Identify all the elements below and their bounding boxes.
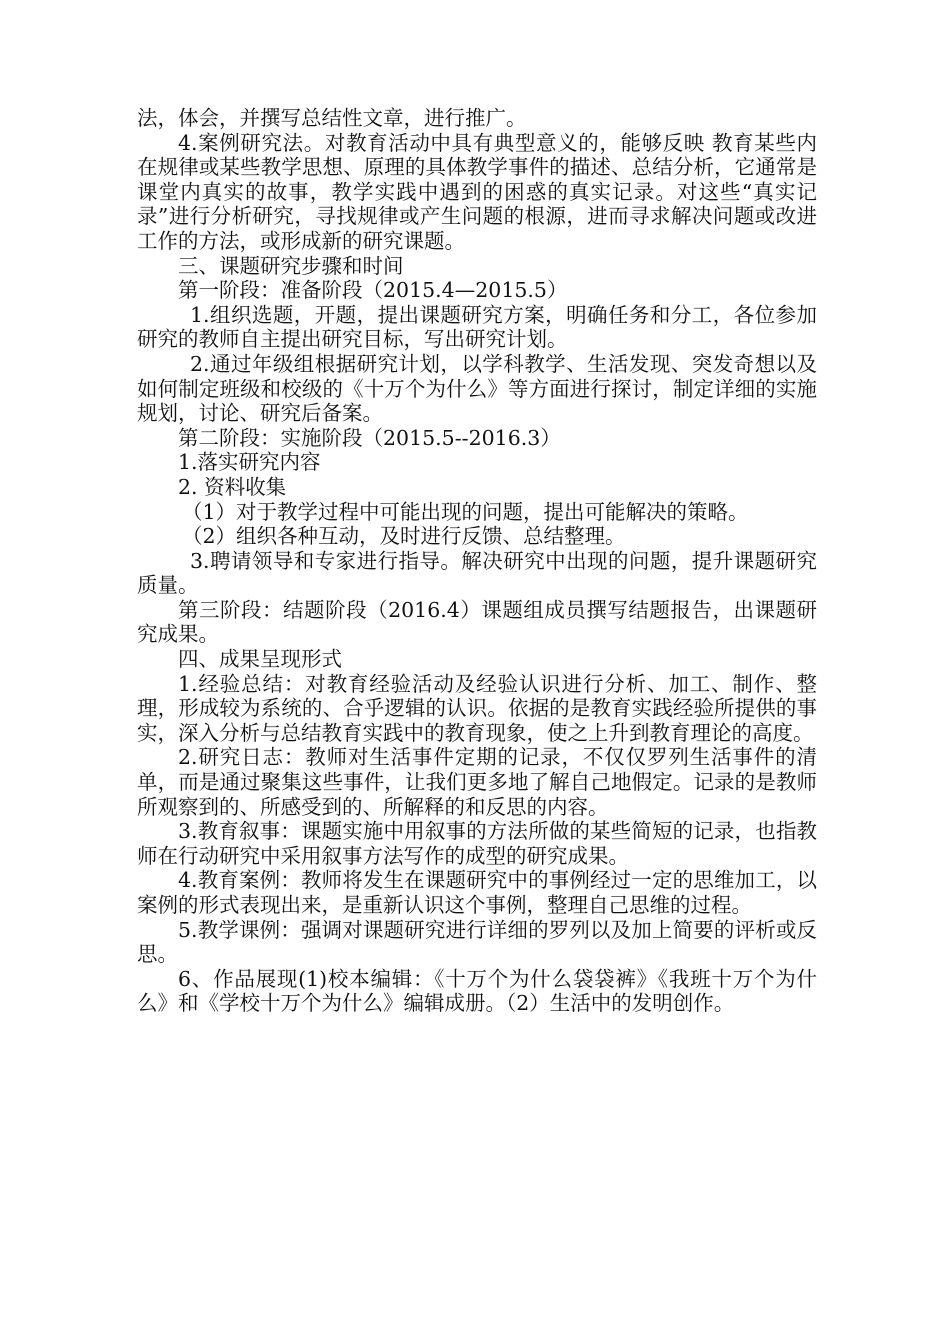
result-teaching-lesson: 5.教学课例：强调对课题研究进行详细的罗列以及加上简要的评析或反思。: [137, 917, 817, 967]
result-experience-summary: 1.经验总结：对教育经验活动及经验认识进行分析、加工、制作、整理，形成较为系统的、合乎逻辑的认识。依据的是教育实践经验所提供的事实，深入分析与总结教育实践中的教育现象，使之上升到教育理论的高度。: [137, 671, 817, 745]
stage-two-subitem-2: （2）组织各种互动，及时进行反馈、总结整理。: [182, 524, 626, 549]
stage-two-item-1: 1.落实研究内容: [178, 450, 321, 475]
section-heading-results: 四、成果呈现形式: [178, 647, 342, 672]
stage-one-item-2: 2.通过年级组根据研究计划，以学科教学、生活发现、突发奇想以及如何制定班级和校级的《十万个为什么》等方面进行探讨，制定详细的实施规划，讨论、研究后备案。: [137, 351, 817, 426]
stage-two-heading: 第二阶段：实施阶段（2015.5--2016.3）: [178, 425, 561, 450]
stage-two-item-3: 3.聘请领导和专家进行指导。解决研究中出现的问题，提升课题研究质量。: [137, 548, 817, 598]
stage-one-item-1: 1.组织选题，开题，提出课题研究方案，明确任务和分工，各位参加研究的教师自主提出研究目标，写出研究计划。: [137, 302, 817, 352]
document-page: [137, 106, 817, 1016]
stage-one-heading: 第一阶段：准备阶段（2015.4—2015.5）: [178, 278, 568, 303]
result-research-log: 2.研究日志：教师对生活事件定期的记录，不仅仅罗列生活事件的清单，而是通过聚集这些事件，让我们更多地了解自己地假定。记录的是教师所观察到的、所感受到的、所解释的和反思的内容。: [137, 745, 817, 819]
result-education-case: 4.教育案例：教师将发生在课题研究中的事例经过一定的思维加工，以案例的形式表现出来，是重新认识这个事例，整理自己思维的过程。: [137, 868, 817, 917]
paragraph-case-study-method: 4.案例研究法。对教育活动中具有典型意义的，能够反映 教育某些内在规律或某些教学思想、原理的具体教学事件的描述、总结分析，它通常是课堂内真实的故事，教学实践中遇到的困惑的真实记录。对这些“真实记录”进行分析研究，寻找规律或产生问题的根源，进而寻求解决问题或改进工作的方法，或形成新的研究课题。: [137, 130, 817, 253]
stage-three-paragraph: 第三阶段：结题阶段（2016.4）课题组成员撰写结题报告，出课题研究成果。: [137, 597, 817, 647]
result-works-display: 6、作品展现(1)校本编辑：《十万个为什么袋袋裤》《我班十万个为什么》和《学校十万个为什么》编辑成册。（2）生活中的发明创作。: [137, 966, 817, 1016]
stage-two-item-2: 2. 资料收集: [178, 474, 287, 499]
section-heading-steps: 三、课题研究步骤和时间: [178, 253, 404, 278]
stage-two-subitem-1: （1）对于教学过程中可能出现的问题，提出可能解决的策略。: [182, 499, 749, 524]
result-education-narrative: 3.教育叙事：课题实施中用叙事的方法所做的某些简短的记录，也指教师在行动研究中采用叙事方法写作的成型的研究成果。: [137, 819, 817, 868]
paragraph-continuation: 法，体会，并撰写总结性文章，进行推广。: [137, 106, 527, 130]
